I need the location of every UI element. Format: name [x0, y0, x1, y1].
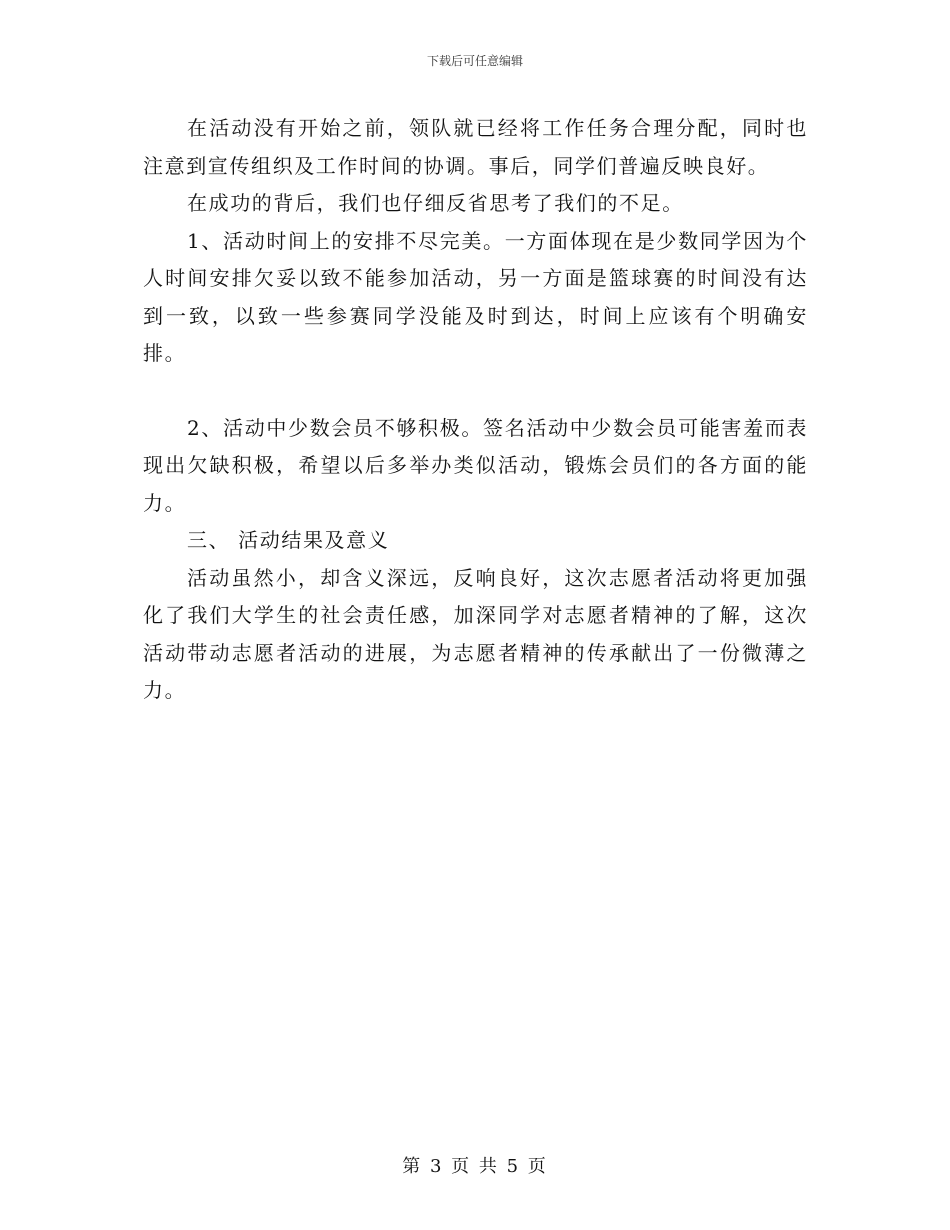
paragraph-shortcoming-2: 2、活动中少数会员不够积极。签名活动中少数会员可能害羞而表现出欠缺积极，希望以后多举办类似活动，锻炼会员们的各方面的能力。 [143, 415, 808, 515]
paragraph-shortcoming-1: 1、活动时间上的安排不尽完美。一方面体现在是少数同学因为个人时间安排欠妥以致不能参加活动，另一方面是篮球赛的时间没有达到一致，以致一些参赛同学没能及时到达，时间上应该有个明确安排。 [143, 228, 808, 365]
section-heading-results: 三、 活动结果及意义 [187, 528, 390, 552]
page-number-footer: 第 3 页 共 5 页 [402, 1156, 548, 1177]
document-body [143, 110, 808, 710]
paragraph-results: 活动虽然小，却含义深远，反响良好，这次志愿者活动将更加强化了我们大学生的社会责任感，加深同学对志愿者精神的了解，这次活动带动志愿者活动的进展，为志愿者精神的传承献出了一份微薄之力。 [143, 565, 808, 702]
paragraph-reflection-intro: 在成功的背后，我们也仔细反省思考了我们的不足。 [187, 191, 684, 215]
page-header-note: 下载后可任意编辑 [426, 54, 523, 68]
paragraph-task-allocation: 在活动没有开始之前，领队就已经将工作任务合理分配，同时也注意到宣传组织及工作时间的协调。事后，同学们普遍反映良好。 [143, 116, 808, 178]
